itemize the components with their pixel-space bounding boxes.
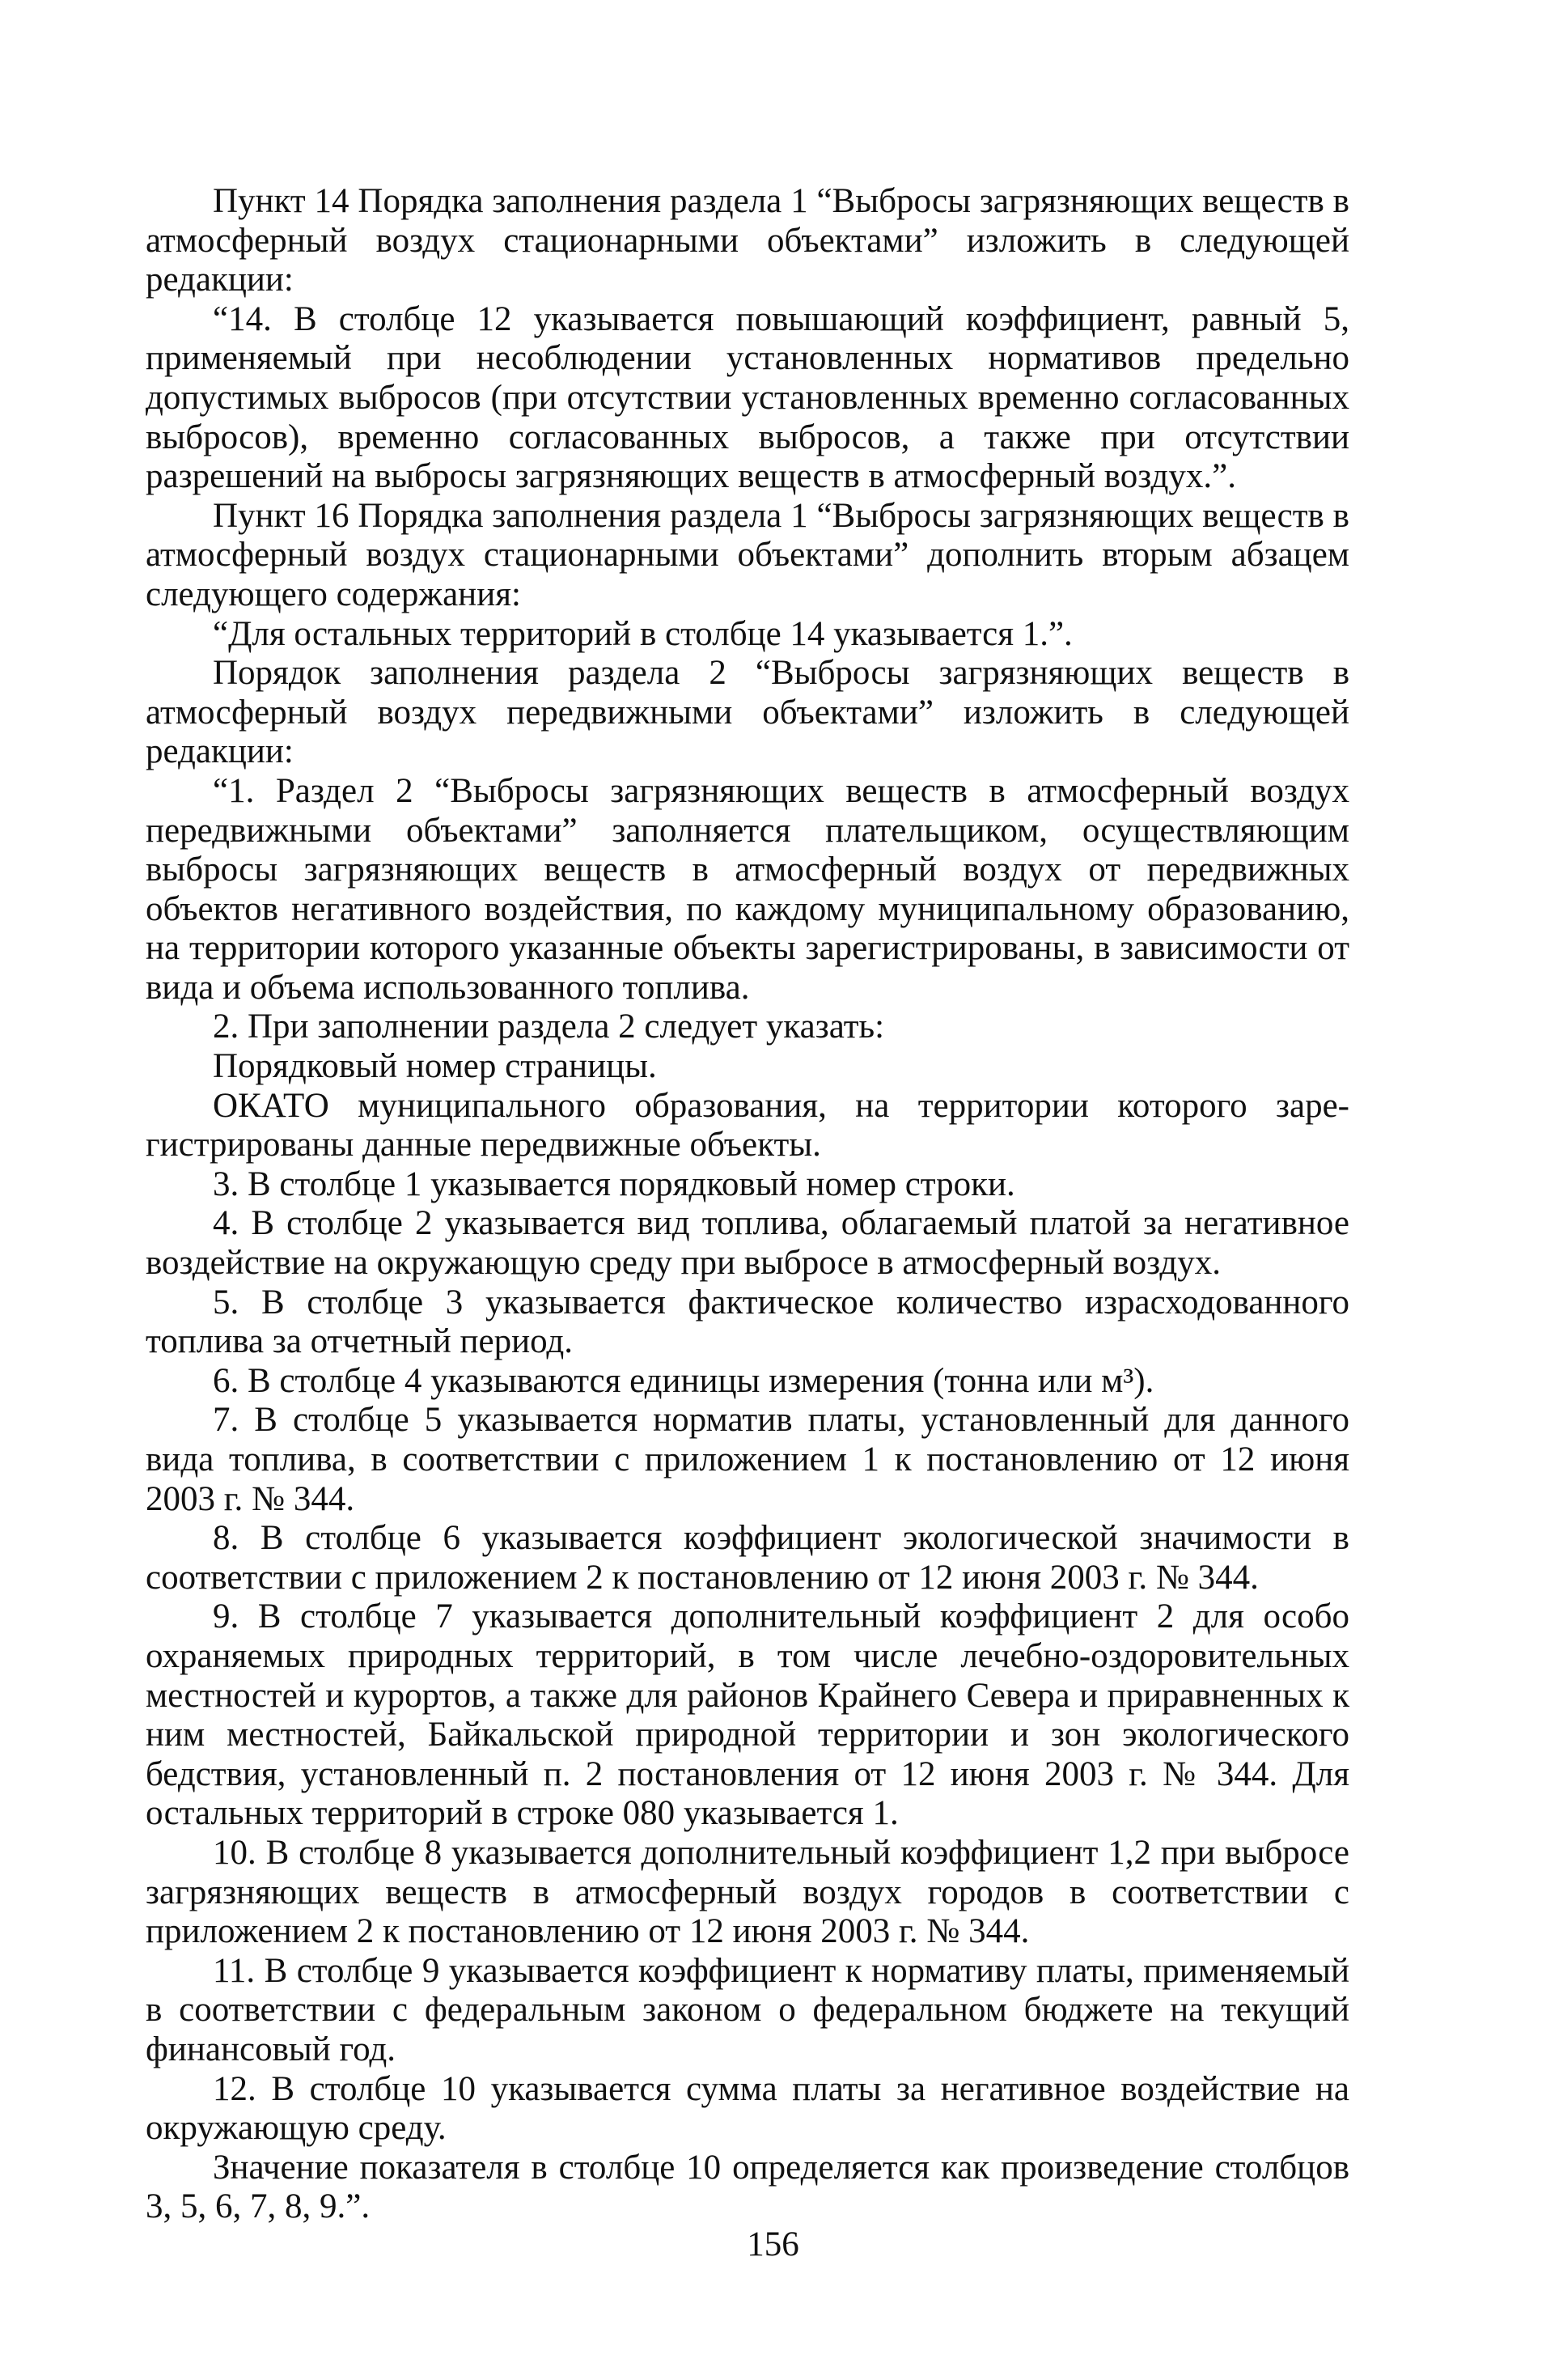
document-page [146, 182, 1349, 2286]
paragraph-item-6: 6. В столбце 4 указываются единицы измерения (тонна или м³). [213, 1361, 1154, 1400]
paragraph-item-9: 9. В столбце 7 указывается дополнительный коэффициент 2 для особо охраняемых природных территорий, в том числе лечебно-оздоровительных местностей и курортов, а также для районов Крайнего Севера и приравненных к ним местностей, Байкальской природной территории и зон экологического бедствия, установленный п. 2 постановления от 12 июня 2003 г. № 344. Для остальных территорий в строке 080 указывается 1. [146, 1597, 1349, 1833]
paragraph-page-number-note: Порядковый номер страницы. [213, 1047, 657, 1086]
paragraph-item-7: 7. В столбце 5 указывается норматив платы, установленный для данного вида топлива, в соответствии с приложением 1 к постановлению от 12 июня 2003 г. № 344. [146, 1401, 1349, 1518]
paragraph-item-2: 2. При заполнении раздела 2 следует указать: [213, 1008, 885, 1046]
paragraph-item-3: 3. В столбце 1 указывается порядковый номер строки. [213, 1165, 1015, 1203]
paragraph-item-4: 4. В столбце 2 указывается вид топлива, облагаемый платой за негативное воздействие на окружающую среду при выбросе в атмосферный воздух. [146, 1204, 1349, 1283]
paragraph-item-16-text: “Для остальных территорий в столбце 14 указывается 1.”. [213, 614, 1073, 653]
paragraph-item-5: 5. В столбце 3 указывается фактическое количество израсходованного топлива за отчетный период. [146, 1283, 1349, 1361]
paragraph-section-2-order: Порядок заполнения раздела 2 “Выбросы загрязняющих веществ в атмосферный воздух передвижными объектами” изложить в следующей редакции: [146, 654, 1349, 771]
paragraph-final-value: Значение показателя в столбце 10 определяется как произведение столбцов 3, 5, 6, 7, 8, 9.”. [146, 2148, 1349, 2226]
paragraph-item-10: 10. В столбце 8 указывается дополнительный коэффициент 1,2 при выбросе загрязняющих веществ в атмосферный воздух городов в соответствии с приложением 2 к постановлению от 12 июня 2003 г. № 344. [146, 1833, 1349, 1951]
paragraph-item-12: 12. В столбце 10 указывается сумма платы за негативное воздействие на окружающую среду. [146, 2069, 1349, 2148]
paragraph-punkt-14: Пункт 14 Порядка заполнения раздела 1 “Выбросы загрязняющих веществ в атмосферный воздух стационарными объектами” изложить в следующей редакции: [146, 182, 1349, 299]
paragraph-item-8: 8. В столбце 6 указывается коэффициент экологической значимости в соответствии с приложением 2 к постановлению от 12 июня 2003 г. № 344. [146, 1519, 1349, 1597]
paragraph-okato: ОКАТО муниципального образования, на территории которого зарегистрированы данные передвижные объекты. [146, 1086, 1349, 1165]
paragraph-item-11: 11. В столбце 9 указывается коэффициент к нормативу платы, применяемый в соответствии с федеральным законом о федеральном бюджете на текущий финансовый год. [146, 1951, 1349, 2068]
paragraph-item-14-text: “14. В столбце 12 указывается повышающий коэффициент, равный 5, применяемый при несоблюдении установленных нормативов предельно допустимых выбросов (при отсутствии установленных временно согласованных выбросов), временно согласованных выбросов, а также при отсутствии разрешений на выбросы загрязняющих веществ в атмосферный воздух.”. [146, 299, 1349, 496]
paragraph-punkt-16: Пункт 16 Порядка заполнения раздела 1 “Выбросы загрязняющих веществ в атмосферный воздух стационарными объектами” дополнить вторым абзацем следующего содержания: [146, 496, 1349, 613]
page-number: 156 [747, 2225, 799, 2263]
paragraph-item-1: “1. Раздел 2 “Выбросы загрязняющих веществ в атмосферный воздух передвижными объектами” заполняется плательщиком, осуществляющим выбросы загрязняющих веществ в атмосферный воздух от передвижных объектов негативного воздействия, по каждому муниципальному образованию, на территории которого указанные объекты зарегистрированы, в зависимости от вида и объема использованного топлива. [146, 771, 1349, 1007]
